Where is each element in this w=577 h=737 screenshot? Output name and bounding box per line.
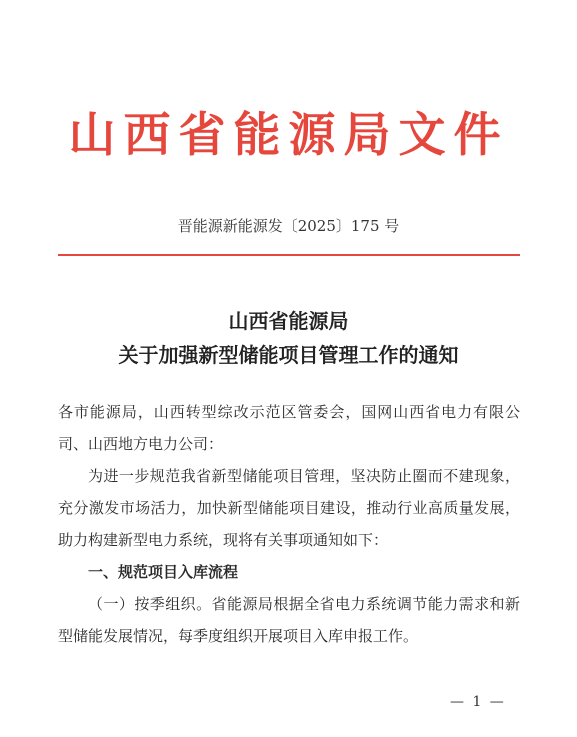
item-paragraph: （一）按季组织。省能源局根据全省电力系统调节能力需求和新型储能发展情况，每季度组织开展项目入库申报工作。 (58, 595, 520, 645)
notice-title-line1: 山西省能源局 (228, 309, 349, 333)
section-heading: 一、规范项目入库流程 (88, 563, 239, 581)
intro-paragraph: 为进一步规范我省新型储能项目管理，坚决防止圈而不建现象，充分激发市场活力，加快新型储能项目建设，推动行业高质量发展，助力构建新型电力系统，现将有关事项通知如下： (58, 467, 520, 549)
document-number: 晋能源新能源发〔2025〕175 号 (177, 217, 400, 235)
notice-title-line2: 关于加强新型储能项目管理工作的通知 (118, 343, 459, 367)
addressee-paragraph: 各市能源局，山西转型综改示范区管委会，国网山西省电力有限公司、山西地方电力公司： (58, 403, 520, 453)
red-divider-line (58, 254, 520, 256)
letterhead-title: 山西省能源局文件 (68, 108, 509, 163)
page-number: — 1 — (450, 694, 506, 710)
